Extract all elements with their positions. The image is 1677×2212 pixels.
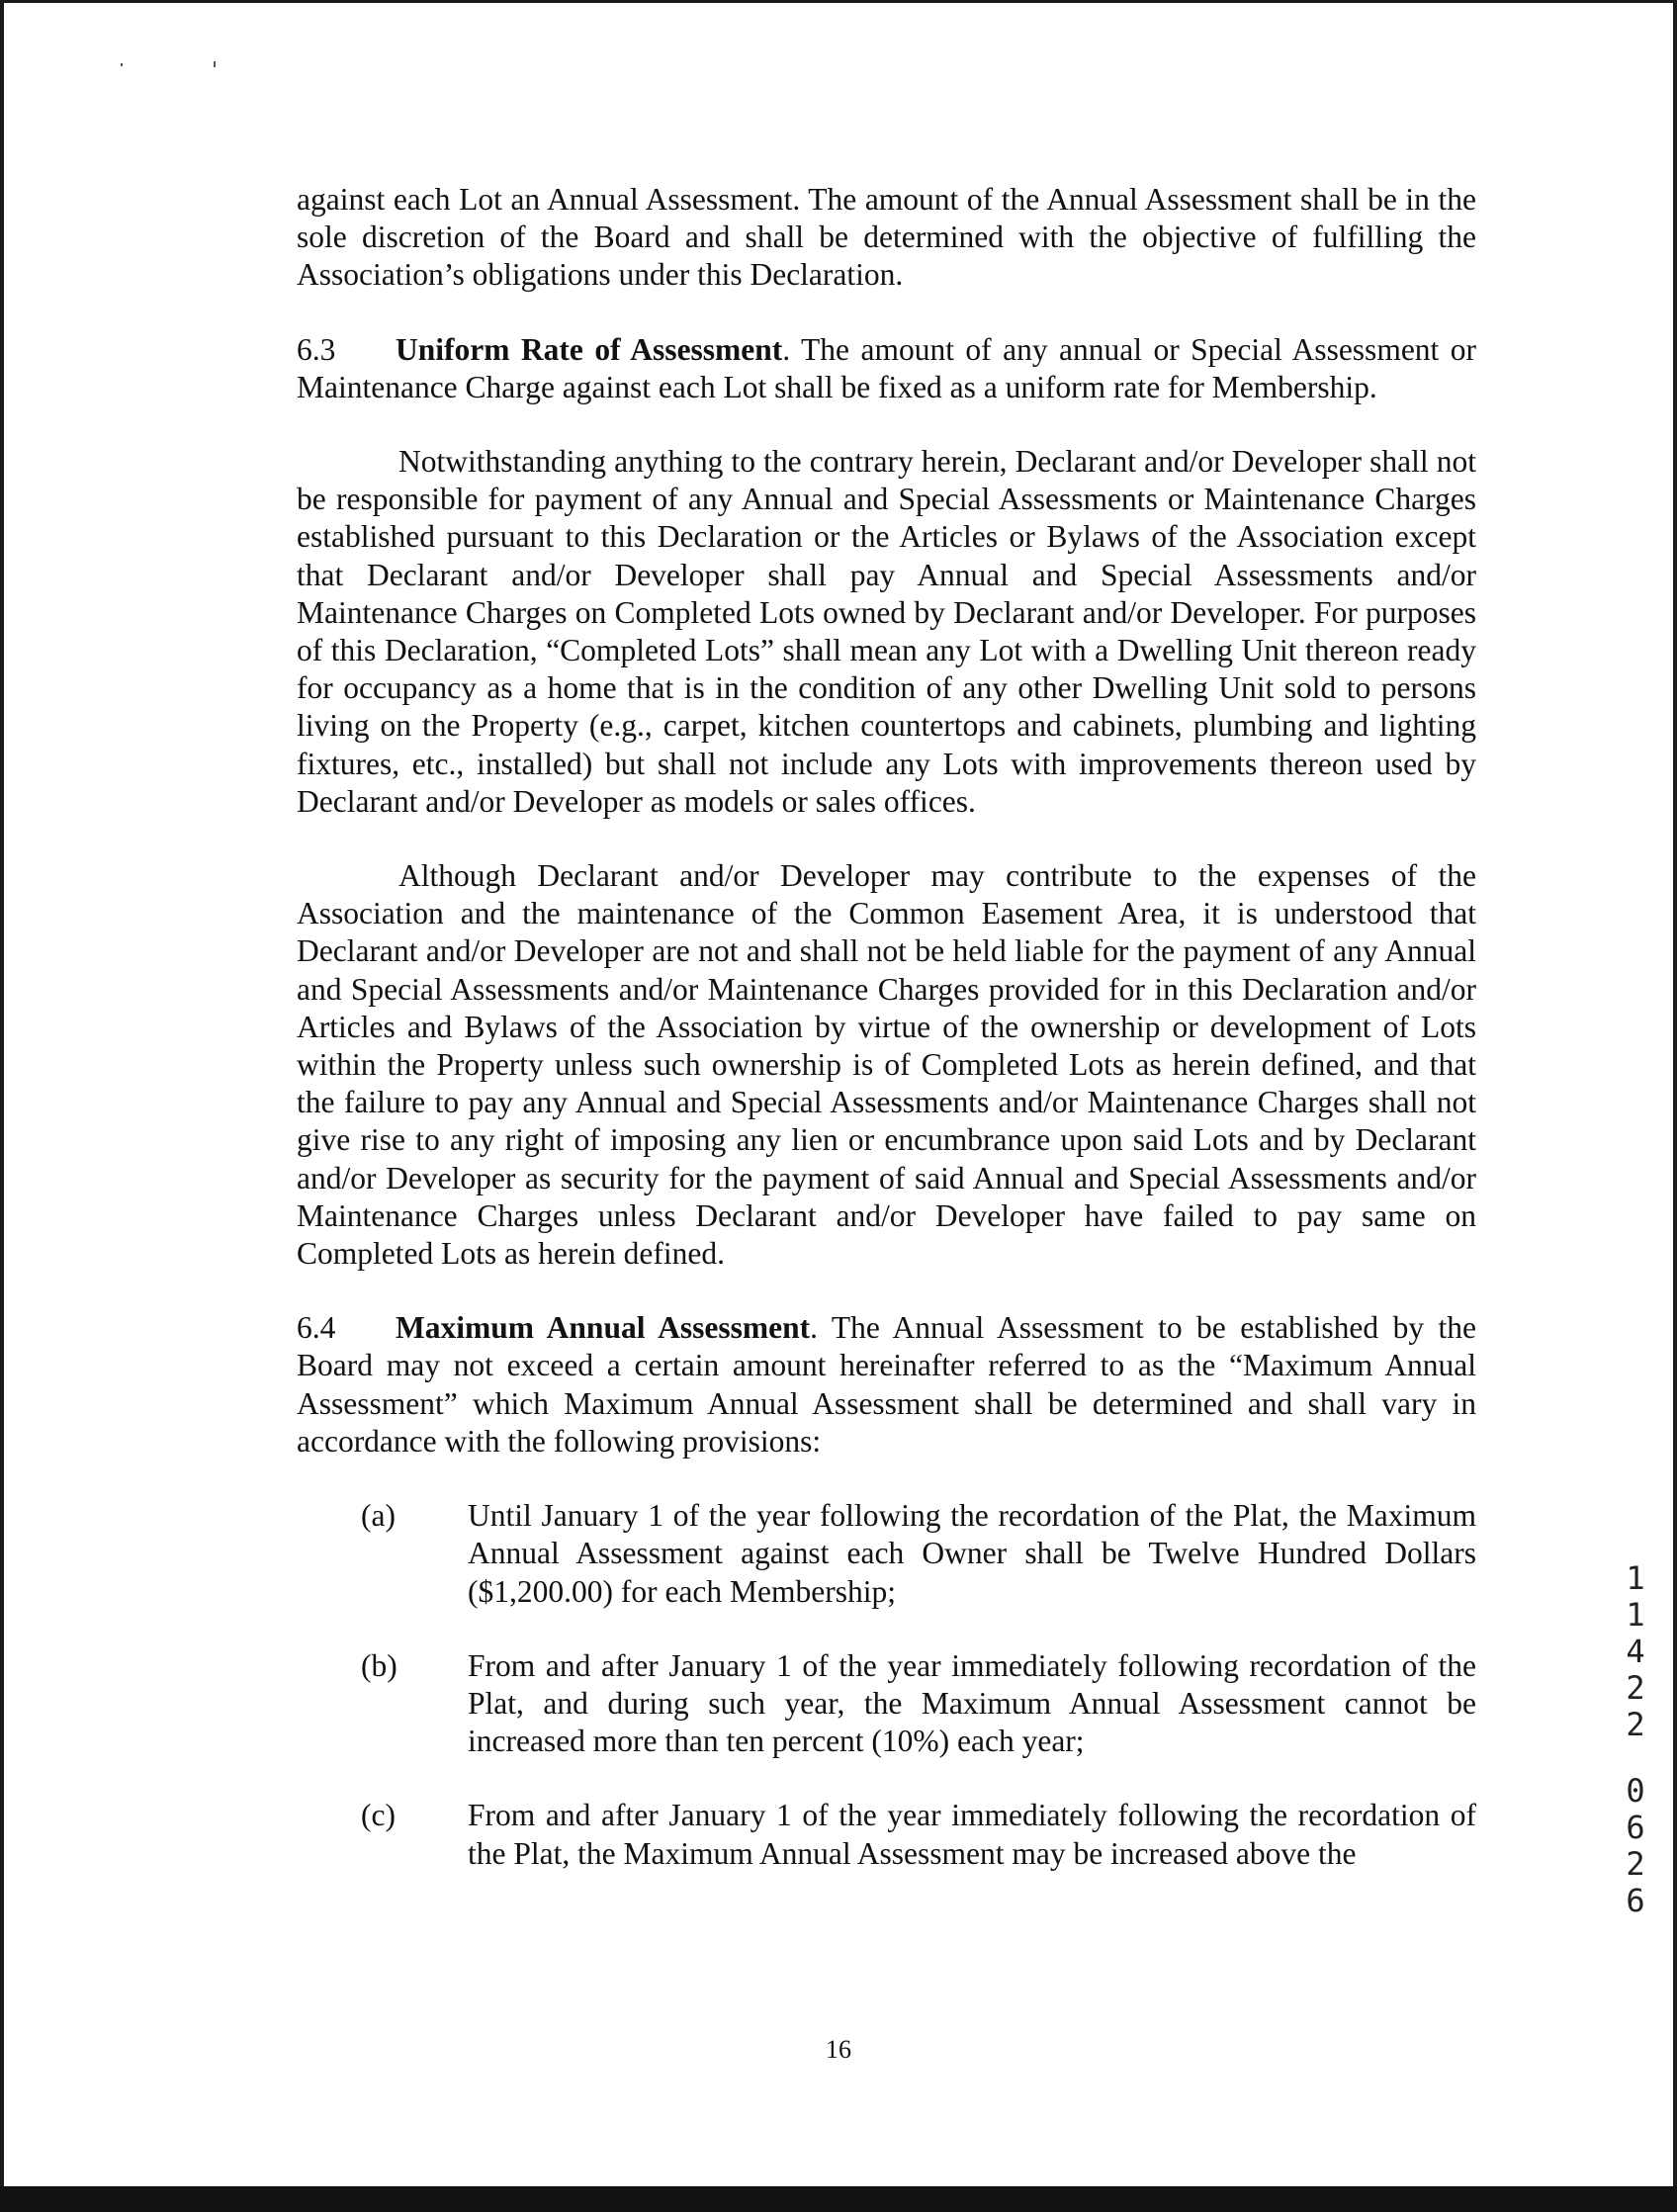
list-item-label: (c) bbox=[361, 1798, 396, 1833]
list-item bbox=[361, 1497, 1476, 1611]
stamp-digit: 0 bbox=[1626, 1772, 1645, 1810]
section-number: 6.3 bbox=[297, 331, 336, 367]
list-item bbox=[361, 1797, 1476, 1872]
stamp-digit: 2 bbox=[1626, 1669, 1645, 1707]
list-item-text: From and after January 1 of the year immediately following recordation of the Plat, and during such year, the Maximum Annual Assessment cannot be increased more than ten percent (10%) each year; bbox=[468, 1647, 1476, 1759]
scan-speck bbox=[214, 61, 216, 67]
list-item-label: (a) bbox=[361, 1498, 396, 1534]
recording-stamp-number bbox=[1616, 1560, 1655, 1919]
scan-border-right bbox=[1673, 0, 1677, 2212]
section-body: . The Annual Assessment to be established by the Board may not exceed a certain amount hereinafter referred to as the “Maximum Annual Assessment” which Maximum Annual Assessment shall be determined and shall vary in accordance with the following provisions: bbox=[297, 1310, 1476, 1459]
page-number: 16 bbox=[826, 2035, 851, 2064]
list-item-text: Until January 1 of the year following the recordation of the Plat, the Maximum Annual Assessment against each Owner shall be Twelve Hundred Dollars ($1,200.00) for each Membership; bbox=[468, 1498, 1476, 1609]
body-paragraph: Notwithstanding anything to the contrary herein, Declarant and/or Developer shall not be responsible for payment of any Annual and Special Assessments or Maintenance Charges established pursuant to this Declaration or the Articles or Bylaws of the Association except that Declarant and/or Developer shall pay Annual and Special Assessments and/or Maintenance Charges on Completed Lots owned by Declarant and/or Developer. For purposes of this Declaration, “Completed Lots” shall mean any Lot with a Dwelling Unit thereon ready for occupancy as a home that is in the condition of any other Dwelling Unit sold to persons living on the Property (e.g., carpet, kitchen countertops and cabinets, plumbing and lighting fixtures, etc., installed) but shall not include any Lots with improvements thereon used by Declarant and/or Developer as models or sales offices. bbox=[297, 444, 1476, 819]
body-paragraph: Although Declarant and/or Developer may contribute to the expenses of the Association and the maintenance of the Common Easement Area, it is understood that Declarant and/or Developer are not and shall not be held liable for the payment of any Annual and Special Assessments and/or Maintenance Charges provided for in this Declaration and/or Articles and Bylaws of the Association by virtue of the ownership or development of Lots within the Property unless such ownership is of Completed Lots as herein defined, and that the failure to pay any Annual and Special Assessments and/or Maintenance Charges shall not give rise to any right of imposing any lien or encumbrance upon said Lots and by Declarant and/or Developer as security for the payment of said Annual and Special Assessments and/or Maintenance Charges unless Declarant and/or Developer have failed to pay same on Completed Lots as herein defined. bbox=[297, 858, 1476, 1272]
section-body: . The amount of any annual or Special Assessment or Maintenance Charge against each Lot shall be fixed as a uniform rate for Membership. bbox=[297, 331, 1476, 404]
section-title: Maximum Annual Assessment bbox=[396, 1310, 811, 1346]
stamp-digit: 1 bbox=[1626, 1559, 1645, 1597]
opening-paragraph: against each Lot an Annual Assessment. The amount of the Annual Assessment shall be in the sole discretion of the Board and shall be determined with the objective of fulfilling the Association’s obligations under this Declaration. bbox=[297, 182, 1476, 293]
scan-speck bbox=[121, 63, 123, 66]
scan-border-bottom bbox=[0, 2186, 1677, 2212]
stamp-digit: 2 bbox=[1626, 1845, 1645, 1883]
document-body bbox=[297, 181, 1476, 1873]
stamp-digit: 2 bbox=[1626, 1706, 1645, 1743]
section-number: 6.4 bbox=[297, 1310, 336, 1346]
list-item-text: From and after January 1 of the year immediately following the recordation of the Plat, the Maximum Annual Assessment may be increased above the bbox=[468, 1798, 1476, 1871]
scan-border-left bbox=[0, 0, 4, 2212]
section-title: Uniform Rate of Assessment bbox=[396, 331, 783, 367]
list-item-label: (b) bbox=[361, 1647, 397, 1683]
section-6-4-heading-paragraph bbox=[297, 1309, 1476, 1460]
stamp-digit: 6 bbox=[1626, 1882, 1645, 1919]
stamp-digit: 1 bbox=[1626, 1596, 1645, 1634]
scan-border-top bbox=[0, 0, 1677, 3]
stamp-digit: 4 bbox=[1626, 1633, 1645, 1670]
section-6-3-heading-paragraph bbox=[297, 331, 1476, 406]
stamp-digit: 6 bbox=[1626, 1809, 1645, 1846]
list-item bbox=[361, 1647, 1476, 1761]
